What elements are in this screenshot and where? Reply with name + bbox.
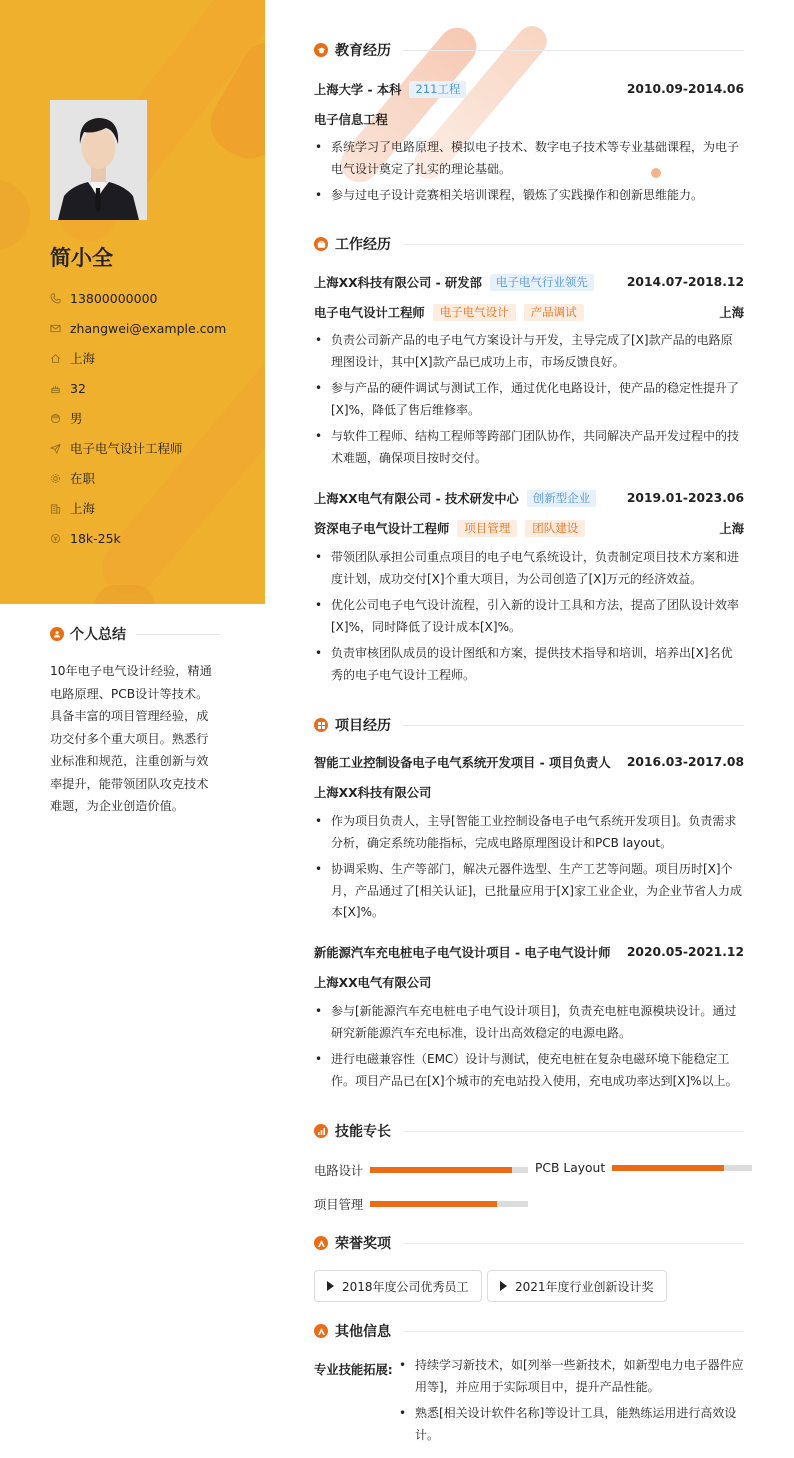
gender-icon — [50, 413, 61, 424]
info-gender — [50, 403, 226, 433]
skill-label: PCB Layout — [535, 1161, 606, 1175]
list-item: • 熟悉[相关设计软件名称]等设计工具，能熟练运用进行高效设计。 — [398, 1403, 750, 1446]
job-header-row — [314, 489, 744, 507]
job-position-row — [314, 519, 744, 537]
project-date: 2016.03-2017.08 — [626, 755, 744, 769]
summary-section — [50, 624, 220, 818]
location-value: 上海 — [70, 351, 96, 366]
send-icon — [50, 443, 61, 454]
industry-tag: 电子电气行业领先 — [490, 274, 594, 291]
divider — [403, 50, 744, 51]
info-location — [50, 343, 226, 373]
other-bullets — [398, 1355, 750, 1451]
other-title: 其他信息 — [335, 1324, 391, 1340]
info-target-city — [50, 493, 226, 523]
awards-title: 荣誉奖项 — [335, 1236, 391, 1252]
info-email — [50, 313, 226, 343]
list-item: • 参与[新能源汽车充电桩电子电气设计项目]，负责充电桩电源模块设计。通过研究新能源汽车充电标准，设计出高效稳定的电源电路。 — [314, 1001, 744, 1044]
list-item: • 负责审核团队成员的设计图纸和方案，提供技术指导和培训，培养出[X]名优秀的电子电气设计工程师。 — [314, 643, 744, 686]
work-title: 工作经历 — [335, 237, 391, 253]
skill-bar-fill — [370, 1167, 512, 1173]
education-header-row — [314, 80, 744, 98]
industry-tag: 创新型企业 — [527, 490, 597, 507]
skill-label: 项目管理 — [314, 1198, 364, 1212]
project-header-row — [314, 943, 744, 961]
list-item: • 与软件工程师、结构工程师等跨部门团队协作，共同解决产品开发过程中的技术难题，确保项目按时交付。 — [314, 426, 744, 469]
job-bullets — [314, 547, 744, 691]
project-company-row — [314, 783, 744, 801]
play-icon — [327, 1281, 334, 1291]
education-bullets — [314, 137, 744, 212]
list-item: • 负责公司新产品的电子电气方案设计与开发，主导完成了[X]款产品的电路原理图设计，其中[X]款产品已成功上市，市场反馈良好。 — [314, 330, 744, 373]
building-icon — [50, 503, 61, 514]
briefcase-icon — [314, 237, 328, 251]
education-title: 教育经历 — [335, 43, 391, 59]
job-date: 2014.07-2018.12 — [626, 275, 744, 289]
job-title-value: 电子电气设计工程师 — [70, 441, 183, 456]
list-item: • 带领团队承担公司重点项目的电子电气系统设计，负责制定项目技术方案和进度计划，成功交付[X]个重大项目，为公司创造了[X]万元的经济效益。 — [314, 547, 744, 590]
award-icon — [314, 1236, 328, 1250]
projects-title: 项目经历 — [335, 718, 391, 734]
other-section — [314, 1321, 744, 1341]
decoration-blob — [95, 585, 155, 604]
info-status — [50, 463, 226, 493]
divider — [403, 1243, 744, 1244]
age-value: 32 — [70, 380, 86, 396]
job-date: 2019.01-2023.06 — [626, 491, 744, 505]
award-chip — [487, 1270, 667, 1302]
list-item: • 作为项目负责人，主导[智能工业控制设备电子电气系统开发项目]。负责需求分析，确定系统功能指标，完成电路原理图设计和PCB layout。 — [314, 811, 744, 854]
project-company: 上海XX电气有限公司 — [314, 976, 432, 990]
play-icon — [500, 1281, 507, 1291]
person-icon — [50, 627, 64, 641]
skill-row — [535, 1161, 752, 1175]
skill-bar — [612, 1165, 752, 1171]
summary-heading — [50, 624, 220, 644]
cake-icon — [50, 383, 61, 394]
projects-heading — [314, 715, 744, 735]
money-icon — [50, 533, 61, 544]
skill-bar-fill — [612, 1165, 724, 1171]
divider — [136, 634, 220, 635]
summary-title: 个人总结 — [70, 627, 126, 643]
skill-bar — [370, 1201, 528, 1207]
sidebar-header — [0, 0, 265, 604]
skills-section — [314, 1121, 744, 1141]
project-header-row — [314, 753, 744, 771]
project-bullets — [314, 811, 744, 929]
skills-title: 技能专长 — [335, 1124, 391, 1140]
list-item: • 进行电磁兼容性（EMC）设计与测试，使充电桩在复杂电磁环境下能稳定工作。项目产品已在[X]个城市的充电站投入使用，充电成功率达到[X]%以上。 — [314, 1049, 744, 1092]
work-section — [314, 234, 744, 682]
skill-tag: 电子电气设计 — [433, 304, 516, 321]
skill-bar — [370, 1167, 528, 1173]
job-header-row — [314, 273, 744, 291]
avatar-photo — [50, 100, 147, 220]
list-item: • 系统学习了电路原理、模拟电子技术、数字电子技术等专业基础课程，为电子电气设计奠定了扎实的理论基础。 — [314, 137, 744, 180]
skill-tag: 团队建设 — [525, 520, 585, 537]
skill-row — [314, 1161, 528, 1179]
phone-value: 13800000000 — [70, 290, 158, 306]
company-name: 上海XX电气有限公司 - 技术研发中心 — [314, 492, 519, 506]
education-heading — [314, 40, 744, 60]
project-bullets — [314, 1001, 744, 1097]
skill-label: 电路设计 — [314, 1164, 364, 1178]
job-city: 上海 — [719, 522, 744, 536]
project-date: 2020.05-2021.12 — [626, 945, 744, 959]
skill-bar-fill — [370, 1201, 496, 1207]
company-name: 上海XX科技有限公司 - 研发部 — [314, 276, 482, 290]
divider — [403, 244, 744, 245]
skill-row — [314, 1195, 528, 1213]
job-bullets — [314, 330, 744, 474]
list-item: • 优化公司电子电气设计流程，引入新的设计工具和方法，提高了团队设计效率[X]%，同时降低了设计成本[X]%。 — [314, 595, 744, 638]
position-name: 资深电子电气设计工程师 — [314, 522, 450, 536]
education-major-row — [314, 110, 744, 128]
target-city-value: 上海 — [70, 501, 96, 516]
home-icon — [50, 353, 61, 364]
info-salary — [50, 523, 226, 553]
project-company-row — [314, 973, 744, 991]
gender-value: 男 — [70, 411, 83, 426]
divider — [403, 725, 744, 726]
education-date: 2010.09-2014.06 — [626, 82, 744, 96]
skill-tag: 项目管理 — [457, 520, 517, 537]
work-heading — [314, 234, 744, 254]
project-company: 上海XX科技有限公司 — [314, 786, 432, 800]
salary-value: 18k-25k — [70, 530, 121, 546]
project-name: 智能工业控制设备电子电气系统开发项目 - 项目负责人 — [314, 756, 611, 770]
list-item: • 参与产品的硬件调试与测试工作，通过优化电路设计，使产品的稳定性提升了[X]%，降低了售后维修率。 — [314, 378, 744, 421]
divider — [403, 1131, 744, 1132]
school-name: 上海大学 - 本科 — [314, 83, 402, 97]
projects-section — [314, 715, 744, 1088]
compass-icon — [314, 1324, 328, 1338]
education-section — [314, 40, 744, 202]
position-name: 电子电气设计工程师 — [314, 306, 425, 320]
job-city: 上海 — [719, 306, 744, 320]
contact-info — [50, 283, 226, 553]
awards-section — [314, 1233, 744, 1253]
decoration-circle — [0, 180, 30, 250]
bar-chart-icon — [314, 1124, 328, 1138]
grid-icon — [314, 718, 328, 732]
skill-tag: 产品调试 — [524, 304, 584, 321]
job-position-row — [314, 303, 744, 321]
email-value[interactable]: zhangwei@example.com — [70, 320, 227, 336]
list-item: • 参与过电子设计竞赛相关培训课程，锻炼了实践操作和创新思维能力。 — [314, 185, 744, 207]
award-name: 2018年度公司优秀员工 — [342, 1279, 469, 1294]
phone-icon — [50, 293, 61, 304]
project-name: 新能源汽车充电桩电子电气设计项目 - 电子电气设计师 — [314, 946, 611, 960]
other-label: 专业技能拓展: — [314, 1363, 393, 1377]
info-job-title — [50, 433, 226, 463]
award-chip — [314, 1270, 482, 1302]
other-heading — [314, 1321, 744, 1341]
divider — [403, 1331, 744, 1332]
status-value: 在职 — [70, 471, 96, 486]
awards-heading — [314, 1233, 744, 1253]
summary-text: 10年电子电气设计经验，精通电路原理、PCB设计等技术。具备丰富的项目管理经验，成功交付多个重大项目。熟悉行业标准和规范，注重创新与效率提升，能带领团队攻克技术难题，为企业创造价值。 — [50, 664, 212, 813]
skills-heading — [314, 1121, 744, 1141]
list-item: • 协调采购、生产等部门，解决元器件选型、生产工艺等问题。项目历时[X]个月，产品通过了[相关认证]，已批量应用于[X]家工业企业，为企业节省人力成本[X]%。 — [314, 859, 744, 924]
school-tag: 211工程 — [409, 81, 466, 98]
info-phone — [50, 283, 226, 313]
candidate-name: 简小全 — [50, 246, 113, 270]
mail-icon — [50, 323, 61, 334]
info-age — [50, 373, 226, 403]
major: 电子信息工程 — [314, 113, 388, 127]
graduation-cap-icon — [314, 43, 328, 57]
award-name: 2021年度行业创新设计奖 — [515, 1279, 654, 1294]
list-item: • 持续学习新技术，如[列举一些新技术，如新型电力电子器件应用等]，并应用于实际项目中，提升产品性能。 — [398, 1355, 750, 1398]
gear-icon — [50, 473, 61, 484]
